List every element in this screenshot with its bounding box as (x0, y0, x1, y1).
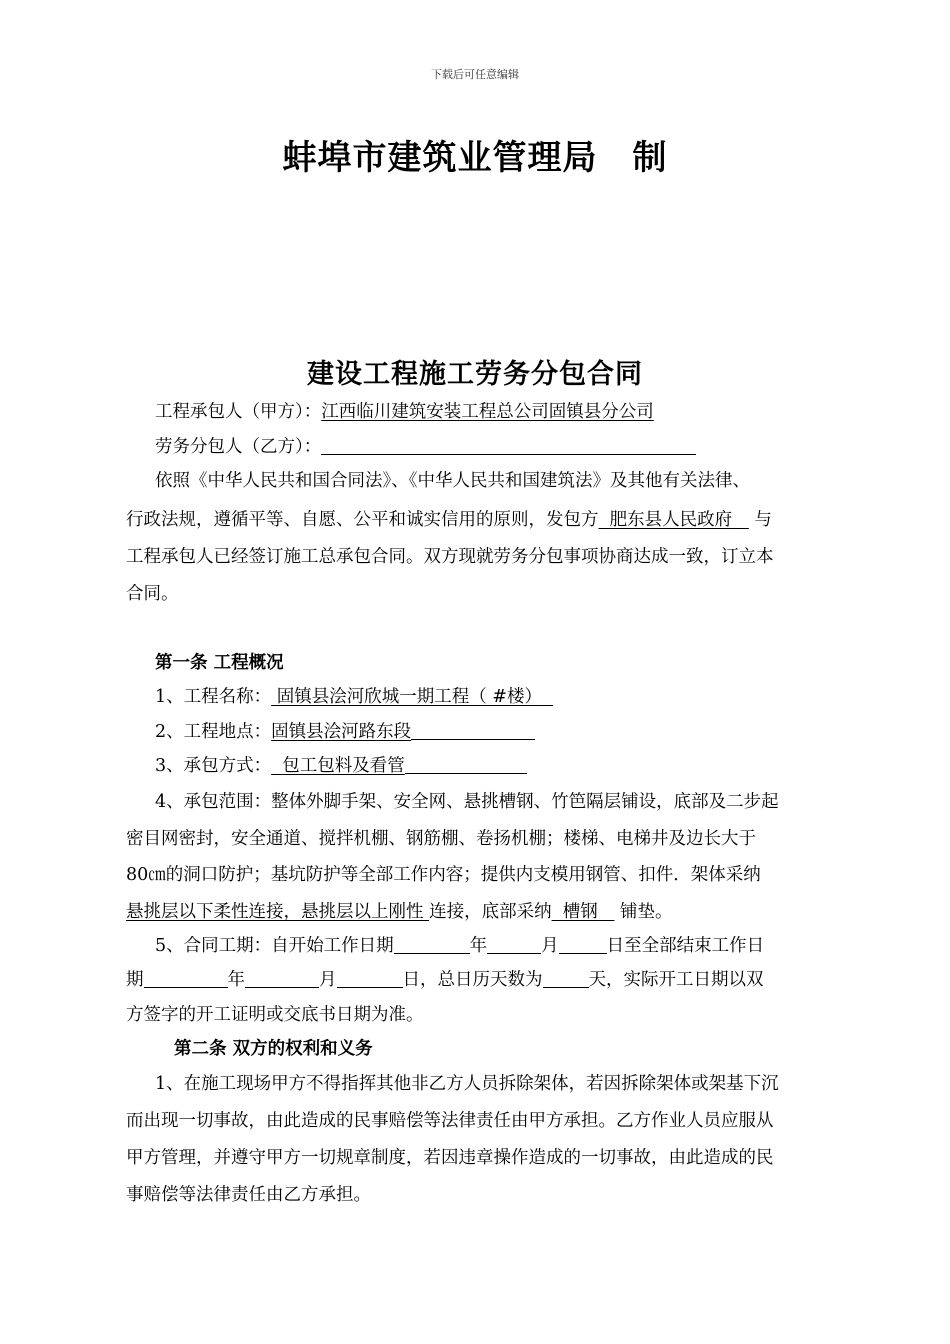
preamble-line-2: 行政法规，遵循平等、自愿、公平和诚实信用的原则，发包方 肥东县人民政府 与 (126, 510, 772, 530)
party-b-line (155, 433, 696, 458)
project-name-value: 固镇县浍河欣城一期工程（ #楼） (276, 687, 542, 707)
period-line-1: 5、合同工期：自开始工作日期 年 月 日至全部结束工作日 (155, 936, 765, 956)
party-b-label: 劳务分包人（乙方）： (155, 437, 322, 457)
party-b-blank (321, 436, 696, 455)
preamble-line-1: 依照《中华人民共和国合同法》、《中华人民共和国建筑法》及其他有关法律、 (155, 471, 750, 491)
project-location-value: 固镇县浍河路东段 (271, 722, 412, 742)
article-2-heading: 第二条 双方的权利和义务 (174, 1039, 373, 1059)
article-2-line-2: 而出现一切事故，由此造成的民事赔偿等法律责任由甲方承担。乙方作业人员应服从 (126, 1111, 774, 1131)
contract-method-line: 3、承包方式： 包工包料及看管 (155, 752, 527, 777)
employer-name: 肥东县人民政府 (609, 510, 733, 530)
scope-line-2: 密目网密封，安全通道、搅拌机棚、钢筋棚、卷扬机棚；楼梯、电梯井及边长大于 (126, 829, 756, 849)
contract-method-value: 包工包料及看管 (282, 756, 405, 776)
article-1-heading: 第一条 工程概况 (155, 653, 284, 673)
project-location-line: 2、工程地点：固镇县浍河路东段 (155, 718, 535, 743)
party-a-value: 江西临川建筑安装工程总公司固镇县分公司 (321, 402, 654, 422)
project-name-line: 1、工程名称： 固镇县浍河欣城一期工程（ #楼） (155, 683, 553, 708)
contract-title: 建设工程施工劳务分包合同 (307, 359, 643, 390)
header-note: 下载后可任意编辑 (431, 68, 519, 81)
preamble-line-3: 工程承包人已经签订施工总承包合同。双方现就劳务分包事项协商达成一致，订立本 (126, 547, 774, 567)
article-2-line-3: 甲方管理，并遵守甲方一切规章制度，若因违章操作造成的一切事故，由此造成的民 (126, 1148, 774, 1168)
article-2-line-1: 1、在施工现场甲方不得指挥其他非乙方人员拆除架体，若因拆除架体或架基下沉 (155, 1074, 779, 1094)
preamble-line-4: 合同。 (126, 584, 179, 604)
article-2-line-4: 事赔偿等法律责任由乙方承担。 (126, 1185, 371, 1205)
scope-line-1: 4、承包范围：整体外脚手架、安全网、悬挑槽钢、竹笆隔层铺设，底部及二步起 (155, 792, 779, 812)
scope-line-4: 悬挑层以下柔性连接，悬挑层以上刚性 连接，底部采纳 槽钢 铺垫。 (126, 902, 673, 922)
party-a-label: 工程承包人（甲方）： (155, 402, 322, 422)
party-a-line (155, 398, 654, 423)
period-line-3: 方签字的开工证明或交底书日期为准。 (126, 1005, 424, 1025)
issuer-heading: 蚌埠市建筑业管理局 制 (282, 138, 668, 178)
scope-line-3: 80㎝的洞口防护；基坑防护等全部工作内容；提供内支模用钢管、扣件．架体采纳 (126, 865, 761, 885)
period-line-2: 期 年 月 日，总日历天数为 天，实际开工日期以双 (126, 970, 764, 990)
